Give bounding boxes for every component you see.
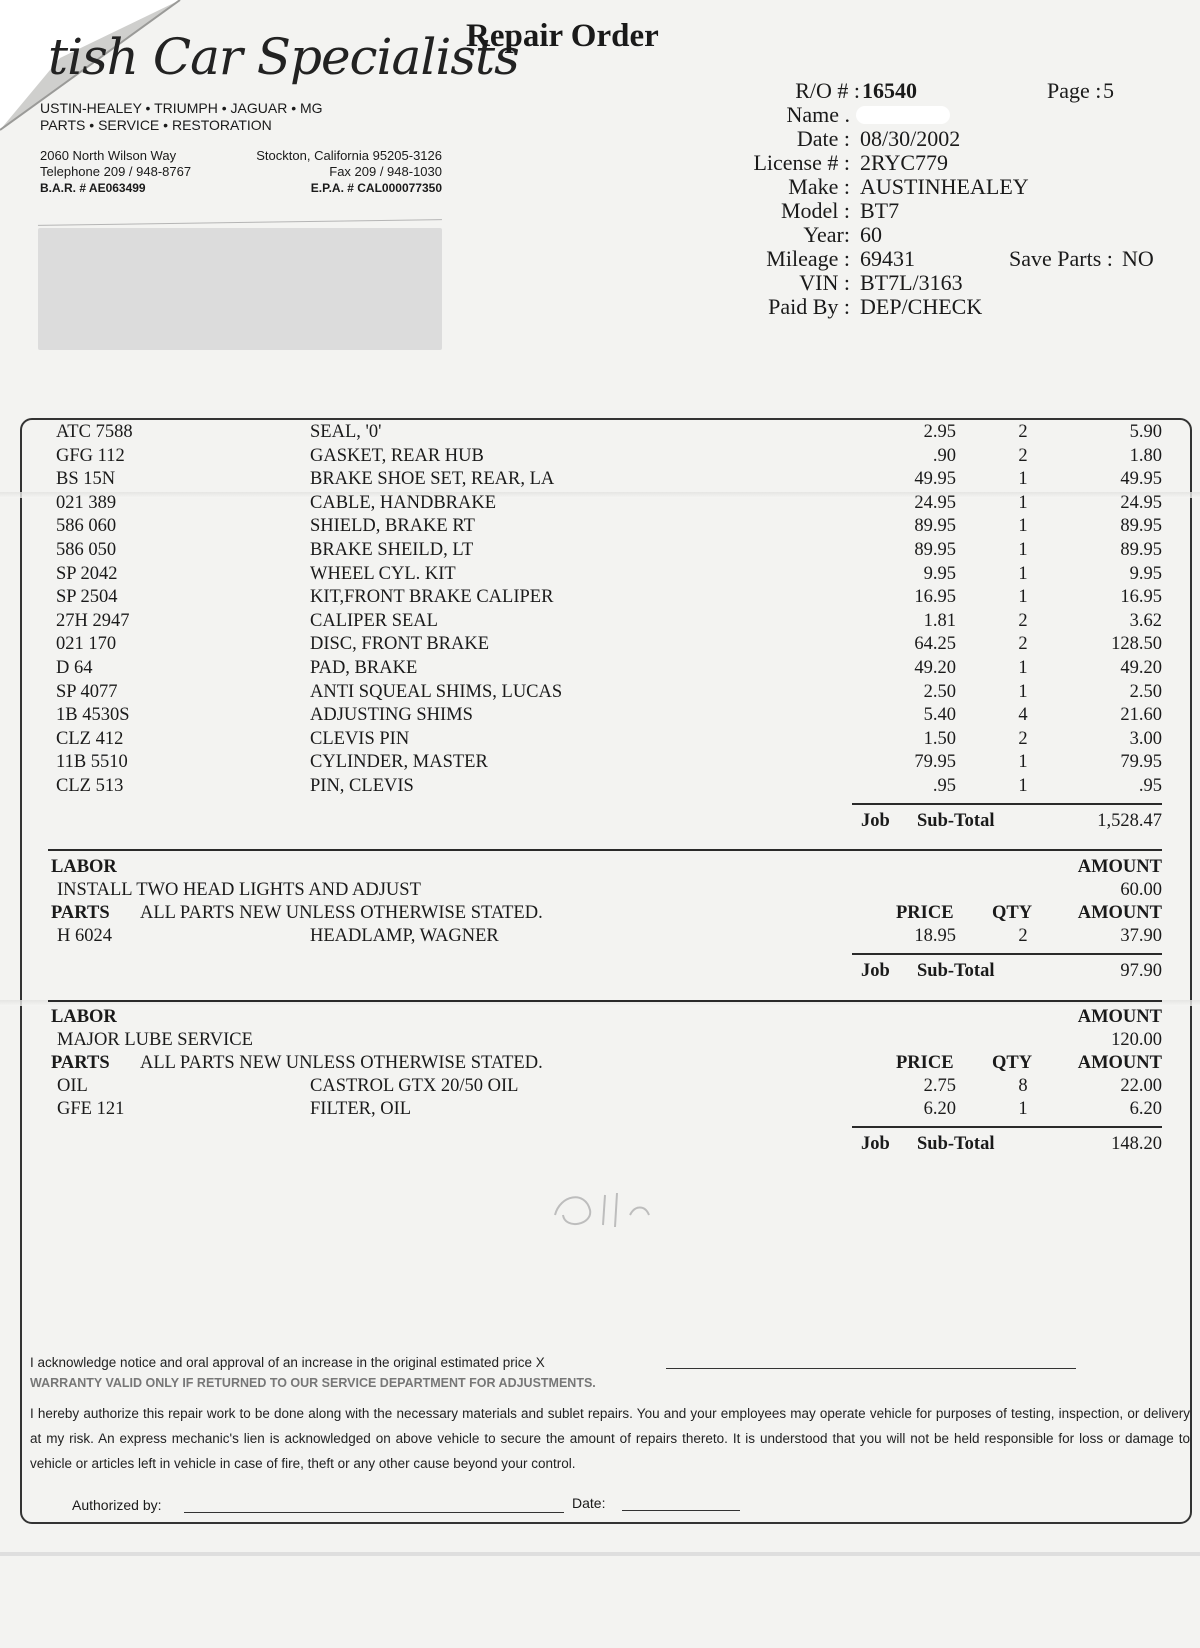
ro-value: 16540 bbox=[862, 78, 917, 103]
part-description: SEAL, '0' bbox=[310, 422, 382, 442]
warranty-notice: WARRANTY VALID ONLY IF RETURNED TO OUR SERVICE DEPARTMENT FOR ADJUSTMENTS. bbox=[30, 1376, 596, 1390]
epa-number: E.P.A. # CAL000077350 bbox=[310, 181, 442, 195]
job2-subtotal-row bbox=[0, 959, 1200, 983]
name-label: Name . bbox=[786, 102, 850, 127]
part-row bbox=[0, 491, 1200, 515]
qty-header: QTY bbox=[992, 903, 1033, 923]
part-price: 64.25 bbox=[914, 634, 956, 655]
part-qty: 2 bbox=[1018, 610, 1028, 631]
part-qty: 1 bbox=[1018, 563, 1028, 584]
part-description: SHIELD, BRAKE RT bbox=[310, 516, 475, 537]
part-row bbox=[0, 444, 1200, 468]
part-row bbox=[0, 538, 1200, 562]
part-price: .95 bbox=[932, 776, 956, 796]
page-value: 5 bbox=[1103, 78, 1114, 103]
amount-header: AMOUNT bbox=[1077, 1007, 1162, 1027]
part-amount: 79.95 bbox=[1120, 752, 1162, 773]
part-description: CASTROL GTX 20/50 OIL bbox=[310, 1076, 519, 1096]
model-label: Model : bbox=[780, 198, 850, 223]
page-edge bbox=[0, 1552, 1200, 1556]
part-description: HEADLAMP, WAGNER bbox=[310, 926, 499, 946]
subtotal-label: Sub-Total bbox=[917, 811, 995, 831]
parts-note: ALL PARTS NEW UNLESS OTHERWISE STATED. bbox=[140, 1053, 543, 1073]
part-description: FILTER, OIL bbox=[310, 1099, 412, 1119]
part-amount: 16.95 bbox=[1120, 587, 1162, 608]
part-description: BRAKE SHOE SET, REAR, LA bbox=[310, 469, 555, 490]
year-value: 60 bbox=[860, 222, 882, 247]
redacted-name bbox=[856, 106, 950, 124]
year-label: Year: bbox=[803, 222, 850, 247]
part-description: CABLE, HANDBRAKE bbox=[310, 492, 497, 513]
part-amount: 89.95 bbox=[1120, 516, 1162, 537]
fax: Fax 209 / 948-1030 bbox=[329, 164, 442, 179]
part-row bbox=[0, 609, 1200, 633]
part-price: 6.20 bbox=[923, 1099, 956, 1119]
brands-line: USTIN-HEALEY • TRIUMPH • JAGUAR • MG bbox=[40, 100, 323, 116]
part-number: CLZ 412 bbox=[56, 728, 124, 749]
part-qty: 1 bbox=[1018, 681, 1028, 702]
paid-by-label: Paid By : bbox=[768, 294, 850, 319]
job3-labor-line bbox=[0, 1028, 1200, 1052]
part-number: SP 2042 bbox=[56, 563, 118, 584]
section-divider bbox=[48, 1000, 1162, 1002]
part-qty: 1 bbox=[1018, 752, 1028, 773]
parts-label: PARTS bbox=[51, 1053, 110, 1073]
subtotal-label: Sub-Total bbox=[917, 961, 995, 981]
job1-subtotal-row bbox=[0, 809, 1200, 833]
subtotal-label: Sub-Total bbox=[917, 1134, 995, 1154]
acknowledge-text: I acknowledge notice and oral approval of an increase in the original estimated price X bbox=[30, 1355, 545, 1370]
part-amount: 24.95 bbox=[1120, 492, 1162, 513]
address-street: 2060 North Wilson Way bbox=[40, 148, 177, 163]
part-price: 1.50 bbox=[923, 728, 956, 749]
shop-logo: tish Car Specialists bbox=[48, 28, 519, 86]
price-header: PRICE bbox=[896, 903, 954, 923]
part-price: 79.95 bbox=[914, 752, 956, 773]
authorization-text: I hereby authorize this repair work to be done along with the necessary materials and sublet repairs. You and your employees may operate vehicle for purposes of testing, inspection, or delivery at my risk. An express mechanic's lien is acknowledged on above vehicle to secure the amount of repairs thereto. It is understood that you will not be held responsible for loss or damage to vehicle or articles left in vehicle in case of fire, theft or any other cause beyond your control. bbox=[30, 1406, 1190, 1471]
page-label: Page : bbox=[1047, 78, 1102, 103]
part-qty: 2 bbox=[1018, 445, 1028, 466]
part-qty: 1 bbox=[1018, 776, 1028, 796]
job3-part-row bbox=[0, 1074, 1200, 1098]
part-description: CLEVIS PIN bbox=[310, 728, 410, 749]
part-description: CYLINDER, MASTER bbox=[310, 752, 488, 773]
amount-header: AMOUNT bbox=[1077, 903, 1162, 923]
part-description: GASKET, REAR HUB bbox=[310, 445, 484, 466]
date-signature-label: Date: bbox=[572, 1495, 606, 1511]
part-number: 27H 2947 bbox=[56, 610, 130, 631]
part-description: CALIPER SEAL bbox=[310, 610, 438, 631]
job3-parts-header bbox=[0, 1051, 1200, 1075]
price-header: PRICE bbox=[896, 1053, 954, 1073]
job3-labor-header bbox=[0, 1005, 1200, 1029]
part-amount: 49.20 bbox=[1120, 658, 1162, 678]
qty-header: QTY bbox=[992, 1053, 1033, 1073]
amount-header: AMOUNT bbox=[1077, 857, 1162, 877]
part-amount: 37.90 bbox=[1120, 926, 1162, 946]
job2-parts-header bbox=[0, 901, 1200, 925]
part-description: PAD, BRAKE bbox=[310, 658, 418, 678]
part-qty: 2 bbox=[1018, 634, 1028, 655]
part-row bbox=[0, 420, 1200, 444]
subtotal-rule bbox=[852, 803, 1162, 805]
part-row bbox=[0, 680, 1200, 704]
parts-label: PARTS bbox=[51, 903, 110, 923]
parts-note: ALL PARTS NEW UNLESS OTHERWISE STATED. bbox=[140, 903, 543, 923]
license-value: 2RYC779 bbox=[860, 150, 949, 175]
redacted-customer-address bbox=[38, 228, 442, 350]
labor-description: INSTALL TWO HEAD LIGHTS AND ADJUST bbox=[57, 880, 421, 900]
job1-subtotal-value: 1,528.47 bbox=[1097, 811, 1162, 831]
part-description: DISC, FRONT BRAKE bbox=[310, 634, 490, 655]
mileage-label: Mileage : bbox=[766, 246, 850, 271]
vin-value: BT7L/3163 bbox=[860, 270, 963, 295]
part-number: SP 2504 bbox=[56, 587, 118, 608]
part-row bbox=[0, 750, 1200, 774]
services-line: PARTS • SERVICE • RESTORATION bbox=[40, 117, 272, 133]
part-qty: 1 bbox=[1018, 516, 1028, 537]
part-row bbox=[0, 562, 1200, 586]
job2-labor-header bbox=[0, 855, 1200, 879]
part-number: BS 15N bbox=[56, 469, 116, 490]
part-price: 24.95 bbox=[914, 492, 956, 513]
mileage-value: 69431 bbox=[860, 246, 915, 271]
paid-by-value: DEP/CHECK bbox=[860, 294, 983, 319]
part-row bbox=[0, 703, 1200, 727]
part-row bbox=[0, 727, 1200, 751]
part-number: 11B 5510 bbox=[56, 752, 128, 773]
part-price: 49.95 bbox=[914, 469, 956, 490]
subtotal-rule bbox=[852, 1126, 1162, 1128]
section-divider bbox=[48, 849, 1162, 851]
part-amount: 128.50 bbox=[1111, 634, 1162, 655]
part-price: 89.95 bbox=[914, 540, 956, 560]
part-qty: 2 bbox=[1018, 728, 1028, 749]
bar-number: B.A.R. # AE063499 bbox=[40, 181, 146, 195]
part-number: 021 389 bbox=[56, 492, 117, 513]
part-price: .90 bbox=[932, 445, 956, 466]
part-price: 2.50 bbox=[923, 681, 956, 702]
job3-subtotal-value: 148.20 bbox=[1111, 1134, 1162, 1154]
part-number: GFE 121 bbox=[57, 1099, 125, 1119]
part-price: 5.40 bbox=[923, 705, 956, 726]
part-amount: 3.00 bbox=[1129, 728, 1162, 749]
part-price: 18.95 bbox=[914, 926, 956, 946]
part-qty: 1 bbox=[1018, 492, 1028, 513]
part-number: ATC 7588 bbox=[56, 422, 133, 442]
part-number: 586 050 bbox=[56, 540, 117, 560]
job3-part-row bbox=[0, 1097, 1200, 1121]
amount-header: AMOUNT bbox=[1077, 1053, 1162, 1073]
job2-labor-line bbox=[0, 878, 1200, 902]
part-price: 2.95 bbox=[923, 422, 956, 442]
save-parts-label: Save Parts : bbox=[1009, 246, 1113, 271]
job2-subtotal-value: 97.90 bbox=[1120, 961, 1162, 981]
part-number: D 64 bbox=[56, 658, 93, 678]
part-description: BRAKE SHEILD, LT bbox=[310, 540, 474, 560]
job-label: Job bbox=[861, 811, 890, 831]
job3-subtotal-row bbox=[0, 1132, 1200, 1156]
part-row bbox=[0, 774, 1200, 798]
job-label: Job bbox=[861, 961, 890, 981]
part-amount: 1.80 bbox=[1129, 445, 1162, 466]
labor-amount: 60.00 bbox=[1120, 880, 1162, 900]
part-number: SP 4077 bbox=[56, 681, 118, 702]
vin-label: VIN : bbox=[799, 270, 850, 295]
part-amount: 2.50 bbox=[1129, 681, 1162, 702]
part-amount: 9.95 bbox=[1129, 563, 1162, 584]
part-price: 49.20 bbox=[914, 658, 956, 678]
license-label: License # : bbox=[753, 150, 850, 175]
part-description: PIN, CLEVIS bbox=[310, 776, 414, 796]
price-signature-line[interactable] bbox=[666, 1368, 1076, 1369]
part-row bbox=[0, 585, 1200, 609]
part-description: ANTI SQUEAL SHIMS, LUCAS bbox=[310, 681, 563, 702]
part-number: OIL bbox=[57, 1076, 88, 1096]
job2-part-row bbox=[0, 924, 1200, 948]
date-value: 08/30/2002 bbox=[860, 126, 961, 151]
part-qty: 1 bbox=[1018, 469, 1028, 490]
part-amount: 22.00 bbox=[1120, 1076, 1162, 1096]
authorized-by-label: Authorized by: bbox=[72, 1497, 162, 1513]
part-qty: 1 bbox=[1018, 1099, 1028, 1119]
part-amount: 49.95 bbox=[1120, 469, 1162, 490]
handwritten-mark bbox=[545, 1185, 665, 1235]
part-amount: .95 bbox=[1138, 776, 1162, 796]
part-description: ADJUSTING SHIMS bbox=[310, 705, 473, 726]
subtotal-rule bbox=[852, 953, 1162, 955]
part-row bbox=[0, 514, 1200, 538]
part-qty: 4 bbox=[1018, 705, 1028, 726]
part-row bbox=[0, 632, 1200, 656]
date-signature-line[interactable] bbox=[622, 1510, 740, 1511]
part-qty: 2 bbox=[1018, 926, 1028, 946]
shop-brands bbox=[40, 100, 323, 134]
part-number: 586 060 bbox=[56, 516, 117, 537]
part-row bbox=[0, 467, 1200, 491]
model-value: BT7 bbox=[860, 198, 900, 223]
authorized-by-signature-line[interactable] bbox=[184, 1512, 564, 1513]
part-amount: 89.95 bbox=[1120, 540, 1162, 560]
date-label: Date : bbox=[796, 126, 850, 151]
address-city: Stockton, California 95205-3126 bbox=[256, 148, 442, 163]
part-price: 1.81 bbox=[923, 610, 956, 631]
part-number: CLZ 513 bbox=[56, 776, 124, 796]
part-number: GFG 112 bbox=[56, 445, 125, 466]
document-title: Repair Order bbox=[466, 18, 659, 54]
part-description: KIT,FRONT BRAKE CALIPER bbox=[310, 587, 554, 608]
part-amount: 3.62 bbox=[1129, 610, 1162, 631]
part-number: 1B 4530S bbox=[56, 705, 130, 726]
part-price: 89.95 bbox=[914, 516, 956, 537]
save-parts-value: NO bbox=[1122, 246, 1154, 271]
part-qty: 1 bbox=[1018, 658, 1028, 678]
part-amount: 6.20 bbox=[1129, 1099, 1162, 1119]
part-price: 9.95 bbox=[923, 563, 956, 584]
shop-address bbox=[40, 148, 442, 196]
part-number: 021 170 bbox=[56, 634, 117, 655]
part-number: H 6024 bbox=[57, 926, 112, 946]
part-amount: 21.60 bbox=[1120, 705, 1162, 726]
ro-label: R/O # : bbox=[795, 78, 860, 103]
telephone: Telephone 209 / 948-8767 bbox=[40, 164, 192, 179]
part-qty: 2 bbox=[1018, 422, 1028, 442]
part-price: 2.75 bbox=[923, 1076, 956, 1096]
part-row bbox=[0, 656, 1200, 680]
part-description: WHEEL CYL. KIT bbox=[310, 563, 456, 584]
make-value: AUSTINHEALEY bbox=[860, 174, 1029, 199]
labor-label: LABOR bbox=[51, 1007, 117, 1027]
part-qty: 8 bbox=[1018, 1076, 1028, 1096]
part-qty: 1 bbox=[1018, 587, 1028, 608]
part-price: 16.95 bbox=[914, 587, 956, 608]
labor-amount: 120.00 bbox=[1111, 1030, 1162, 1050]
part-amount: 5.90 bbox=[1129, 422, 1162, 442]
labor-label: LABOR bbox=[51, 857, 117, 877]
labor-description: MAJOR LUBE SERVICE bbox=[57, 1030, 253, 1050]
make-label: Make : bbox=[788, 174, 850, 199]
part-qty: 1 bbox=[1018, 540, 1028, 560]
job-label: Job bbox=[861, 1134, 890, 1154]
